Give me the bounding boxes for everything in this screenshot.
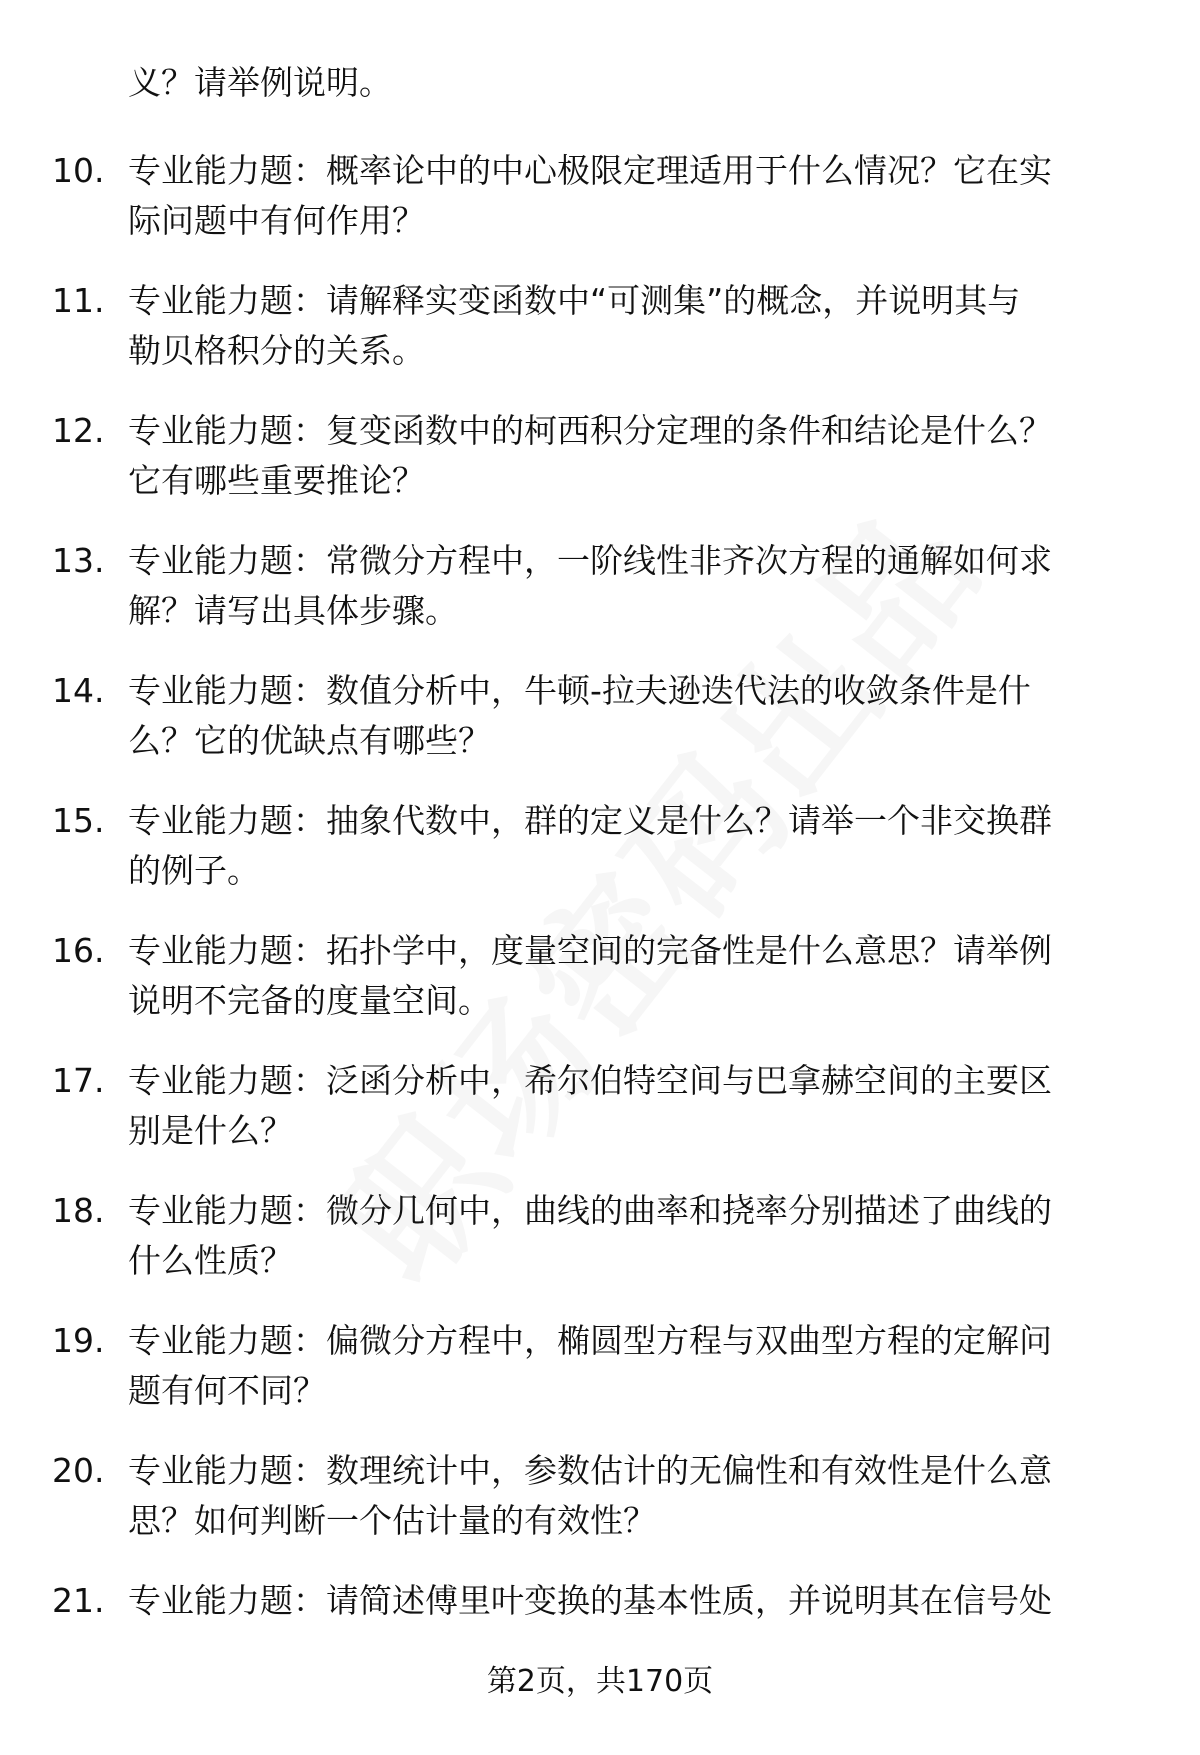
question-line: 专业能力题：抽象代数中，群的定义是什么？请举一个非交换群 [128, 801, 1052, 840]
list-item [0, 146, 1200, 276]
question-list [0, 146, 1200, 1706]
question-text [128, 1446, 1138, 1546]
question-number: 14. [52, 671, 105, 710]
question-line: 么？它的优缺点有哪些？ [128, 721, 491, 760]
page-footer: 第2页，共170页 [486, 1664, 714, 1699]
question-line: 专业能力题：请简述傅里叶变换的基本性质，并说明其在信号处 [128, 1581, 1052, 1620]
question-line: 说明不完备的度量空间。 [128, 981, 491, 1020]
list-item [0, 796, 1200, 926]
question-line: 什么性质？ [128, 1241, 293, 1280]
list-item [0, 1056, 1200, 1186]
question-line: 专业能力题：偏微分方程中，椭圆型方程与双曲型方程的定解问 [128, 1321, 1052, 1360]
question-line: 它有哪些重要推论？ [128, 461, 425, 500]
question-number: 11. [52, 281, 105, 320]
question-number: 12. [52, 411, 105, 450]
question-text [128, 1316, 1138, 1416]
question-text [128, 146, 1138, 246]
question-text [128, 1056, 1138, 1156]
question-number: 20. [52, 1451, 105, 1490]
list-item [0, 666, 1200, 796]
list-item [0, 1186, 1200, 1316]
question-line: 专业能力题：请解释实变函数中“可测集”的概念，并说明其与 [128, 281, 1021, 320]
question-line: 专业能力题：数值分析中，牛顿-拉夫逊迭代法的收敛条件是什 [128, 671, 1031, 710]
question-number: 13. [52, 541, 105, 580]
list-item [0, 926, 1200, 1056]
question-text [128, 926, 1138, 1026]
question-line: 专业能力题：数理统计中，参数估计的无偏性和有效性是什么意 [128, 1451, 1052, 1490]
question-line: 专业能力题：拓扑学中，度量空间的完备性是什么意思？请举例 [128, 931, 1052, 970]
question-number: 17. [52, 1061, 105, 1100]
question-text [128, 1186, 1138, 1286]
question-text [128, 276, 1138, 376]
question-number: 21. [52, 1581, 105, 1620]
question-line: 专业能力题：复变函数中的柯西积分定理的条件和结论是什么？ [128, 411, 1052, 450]
question-line: 别是什么？ [128, 1111, 293, 1150]
question-line: 思？如何判断一个估计量的有效性？ [128, 1501, 656, 1540]
question-line: 专业能力题：概率论中的中心极限定理适用于什么情况？它在实 [128, 151, 1052, 190]
question-line: 专业能力题：微分几何中，曲线的曲率和挠率分别描述了曲线的 [128, 1191, 1052, 1230]
question-line: 解？请写出具体步骤。 [128, 591, 458, 630]
question-text [128, 406, 1138, 506]
question-number: 15. [52, 801, 105, 840]
list-item [0, 276, 1200, 406]
continuation-text: 义？请举例说明。 [128, 63, 392, 102]
question-line: 的例子。 [128, 851, 260, 890]
list-item [0, 536, 1200, 666]
question-line: 勒贝格积分的关系。 [128, 331, 425, 370]
question-text [128, 796, 1138, 896]
list-item [0, 1316, 1200, 1446]
question-text [128, 666, 1138, 766]
question-text [128, 1576, 1138, 1626]
question-number: 10. [52, 151, 105, 190]
list-item [0, 406, 1200, 536]
question-number: 19. [52, 1321, 105, 1360]
question-number: 18. [52, 1191, 105, 1230]
question-text [128, 536, 1138, 636]
question-line: 专业能力题：泛函分析中，希尔伯特空间与巴拿赫空间的主要区 [128, 1061, 1052, 1100]
question-number: 16. [52, 931, 105, 970]
question-line: 题有何不同？ [128, 1371, 326, 1410]
question-line: 际问题中有何作用？ [128, 201, 425, 240]
question-line: 专业能力题：常微分方程中，一阶线性非齐次方程的通解如何求 [128, 541, 1052, 580]
list-item [0, 1446, 1200, 1576]
